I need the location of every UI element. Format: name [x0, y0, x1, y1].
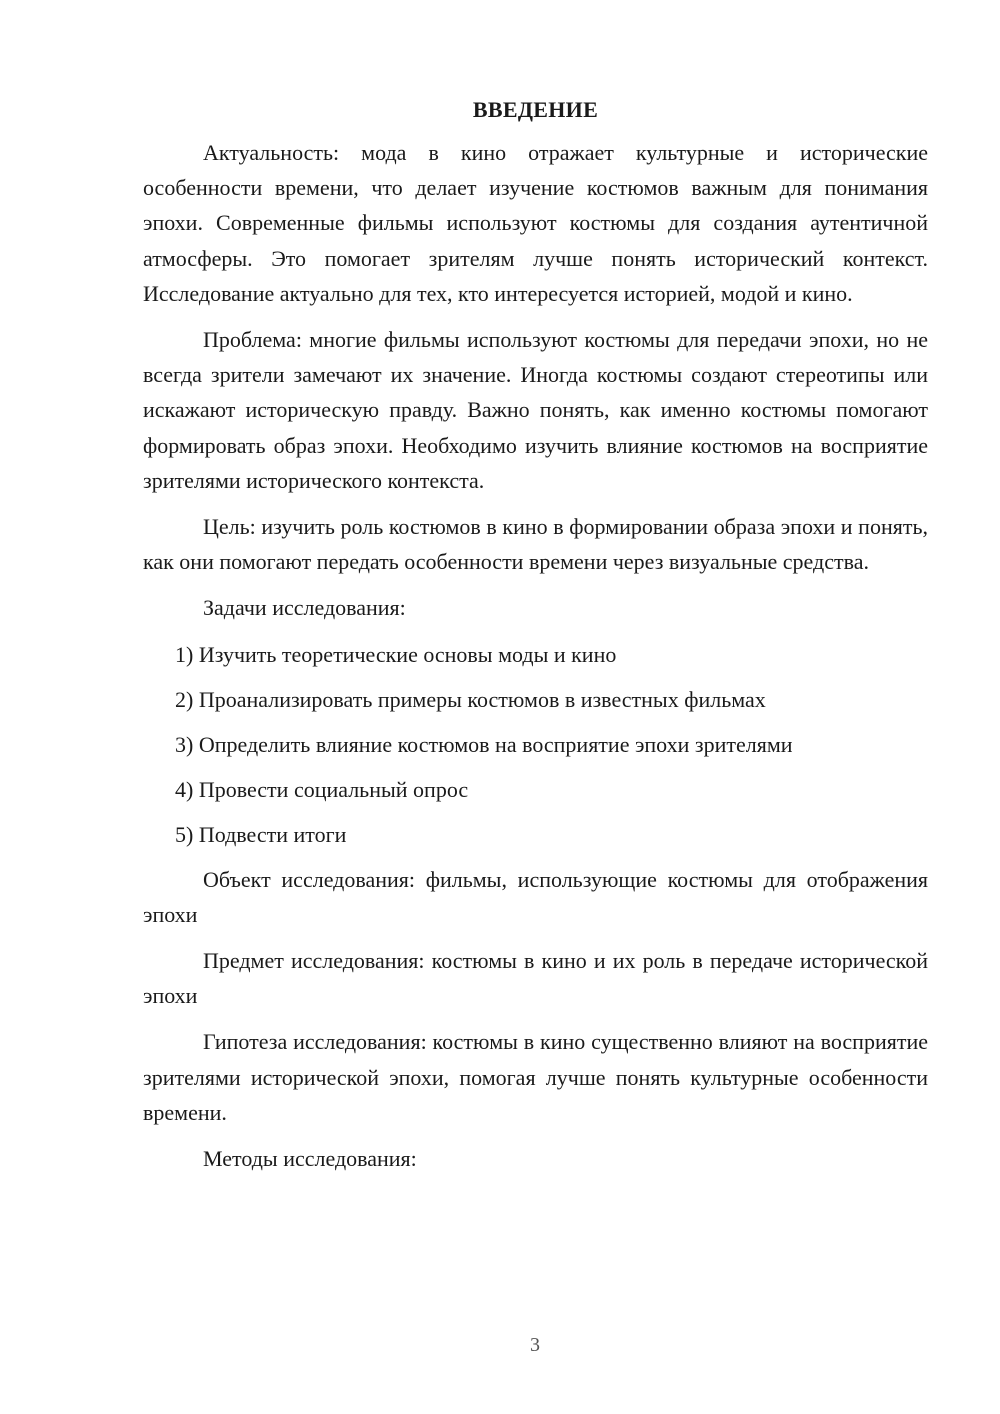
list-item: 5) Подвести итоги — [175, 821, 347, 847]
page-title: ВВЕДЕНИЕ — [472, 97, 599, 122]
paragraph-subject: Предмет исследования: костюмы в кино и их роль в передаче исторической эпохи — [143, 948, 928, 1009]
paragraph-relevance: Актуальность: мода в кино отражает культурные и исторические особенности времени, что делает изучение костюмов важным для понимания эпохи. Современные фильмы используют костюмы для создания аутентичной атмосферы. Это помогает зрителям лучше понять исторический контекст. Исследование актуально для тех, кто интересуется историей, модой и кино. — [143, 140, 928, 306]
paragraph-goal: Цель: изучить роль костюмов в кино в формировании образа эпохи и понять, как они помогают передать особенности времени через визуальные средства. — [143, 514, 928, 575]
tasks-list — [143, 637, 928, 852]
list-item: 4) Провести социальный опрос — [175, 776, 469, 802]
paragraph-methods-heading: Методы исследования: — [203, 1146, 417, 1172]
paragraph-object: Объект исследования: фильмы, использующие костюмы для отображения эпохи — [143, 866, 928, 927]
page-number: 3 — [530, 1334, 540, 1356]
list-item: 3) Определить влияние костюмов на восприятие эпохи зрителями — [175, 731, 793, 757]
list-item: 1) Изучить теоретические основы моды и кино — [175, 641, 617, 667]
paragraph-tasks-heading: Задачи исследования: — [203, 595, 406, 621]
list-item: 2) Проанализировать примеры костюмов в известных фильмах — [175, 686, 766, 712]
paragraph-hypothesis: Гипотеза исследования: костюмы в кино существенно влияют на восприятие зрителями исторической эпохи, помогая лучше понять культурные особенности времени. — [143, 1029, 928, 1125]
document-page — [143, 92, 928, 1187]
paragraph-problem: Проблема: многие фильмы используют костюмы для передачи эпохи, но не всегда зрители замечают их значение. Иногда костюмы создают стереотипы или искажают историческую правду. Важно понять, как именно костюмы помогают формировать образ эпохи. Необходимо изучить влияние костюмов на восприятие зрителями исторического контекста. — [143, 327, 928, 493]
